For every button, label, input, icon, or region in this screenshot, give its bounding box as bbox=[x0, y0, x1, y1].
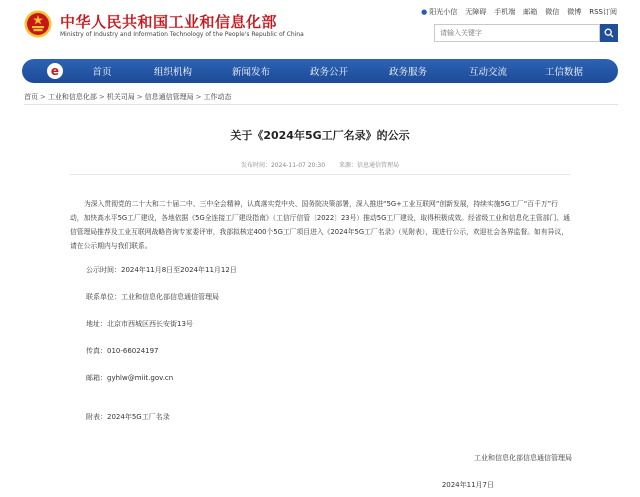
nav-item-news[interactable]: 新闻发布 bbox=[231, 67, 270, 78]
contact-email[interactable]: 邮箱：gyhlw@miit.gov.cn bbox=[86, 374, 174, 382]
contact-fax: 传真：010-66024197 bbox=[86, 347, 159, 355]
article-title: 关于《2024年5G工厂名录》的公示 bbox=[230, 129, 410, 142]
top-link-weibo[interactable]: 微博 bbox=[567, 8, 582, 16]
publish-time: 发布时间：2024-11-07 20:30 bbox=[240, 162, 326, 169]
top-link-accessibility[interactable]: 无障碍 bbox=[465, 8, 487, 16]
top-link-rss[interactable]: RSS订阅 bbox=[589, 8, 617, 16]
search-icon bbox=[604, 28, 614, 38]
main-nav bbox=[22, 59, 618, 83]
nav-item-home[interactable]: 首页 bbox=[92, 67, 112, 78]
article-body: 为深入贯彻党的二十大和二十届二中、三中全会精神，认真落实党中央、国务院决策部署，深入推进“5G+工业互联网”创新发展，持续实施5G工厂“百千万”行动，加快高水平5G工厂建设，各地依据《5G全连接工厂建设指南》（工信厅信管〔2022〕23号）推动5G工厂建设，取得积极成效。经省级工业和信息化主管部门、通信管理局推荐及工业互联网战略咨询专家委评审，我部拟核定400个5G工厂项目进入《2024年5G工厂名录》（见附表），现进行公示，欢迎社会各界监督。如有异议，请在公示期内与我们联系。 bbox=[70, 200, 570, 250]
nav-item-organization[interactable]: 组织机构 bbox=[153, 67, 192, 78]
site-title[interactable]: 中华人民共和国工业和信息化部 bbox=[60, 13, 278, 31]
top-link-wechat[interactable]: 微信 bbox=[545, 8, 560, 16]
nav-home-logo[interactable] bbox=[40, 59, 70, 83]
breadcrumb: 首页 > 工业和信息化部 > 机关司局 > 信息通信管理局 > 工作动态 bbox=[24, 93, 232, 101]
nav-item-services[interactable]: 政务服务 bbox=[388, 67, 427, 78]
top-link-sunshine[interactable]: ● 阳光小信 bbox=[421, 8, 458, 16]
sunshine-icon: ● bbox=[421, 8, 428, 16]
nav-item-interaction[interactable]: 互动交流 bbox=[468, 67, 507, 78]
contact-address: 地址：北京市西城区西长安街13号 bbox=[86, 320, 193, 328]
national-emblem-icon[interactable] bbox=[24, 10, 52, 38]
top-link-mail[interactable]: 邮箱 bbox=[523, 8, 538, 16]
contact-unit: 联系单位：工业和信息化部信息通信管理局 bbox=[86, 293, 219, 301]
breadcrumb-home[interactable]: 首页 bbox=[24, 93, 38, 101]
top-links bbox=[421, 7, 617, 17]
e-logo-icon bbox=[46, 62, 64, 80]
breadcrumb-ministry[interactable]: 工业和信息化部 bbox=[47, 93, 97, 101]
signoff-date: 2024年11月7日 bbox=[441, 481, 494, 489]
site-header bbox=[0, 0, 640, 56]
article-meta bbox=[0, 160, 640, 169]
search-box bbox=[434, 24, 618, 42]
nav-item-open-government[interactable]: 政务公开 bbox=[309, 67, 348, 78]
breadcrumb-divider bbox=[24, 104, 618, 105]
breadcrumb-departments[interactable]: 机关司局 bbox=[106, 93, 135, 101]
search-button[interactable] bbox=[600, 24, 618, 42]
breadcrumb-work-updates[interactable]: 工作动态 bbox=[203, 93, 232, 101]
meta-divider bbox=[70, 174, 570, 175]
site-subtitle: Ministry of Industry and Information Technology of the People's Republic of China bbox=[60, 31, 304, 38]
svg-text:e: e bbox=[50, 64, 60, 78]
top-link-mobile[interactable]: 手机端 bbox=[494, 8, 516, 16]
public-period: 公示时间：2024年11月8日至2024年11月12日 bbox=[86, 266, 237, 274]
breadcrumb-bureau[interactable]: 信息通信管理局 bbox=[144, 93, 194, 101]
nav-item-data[interactable]: 工信数据 bbox=[544, 67, 583, 78]
article-source: 来源：信息通信管理局 bbox=[339, 162, 400, 169]
search-input[interactable] bbox=[434, 24, 600, 42]
signoff-organization: 工业和信息化部信息通信管理局 bbox=[474, 454, 572, 462]
attachment-link[interactable]: 附表：2024年5G工厂名录 bbox=[86, 413, 170, 421]
